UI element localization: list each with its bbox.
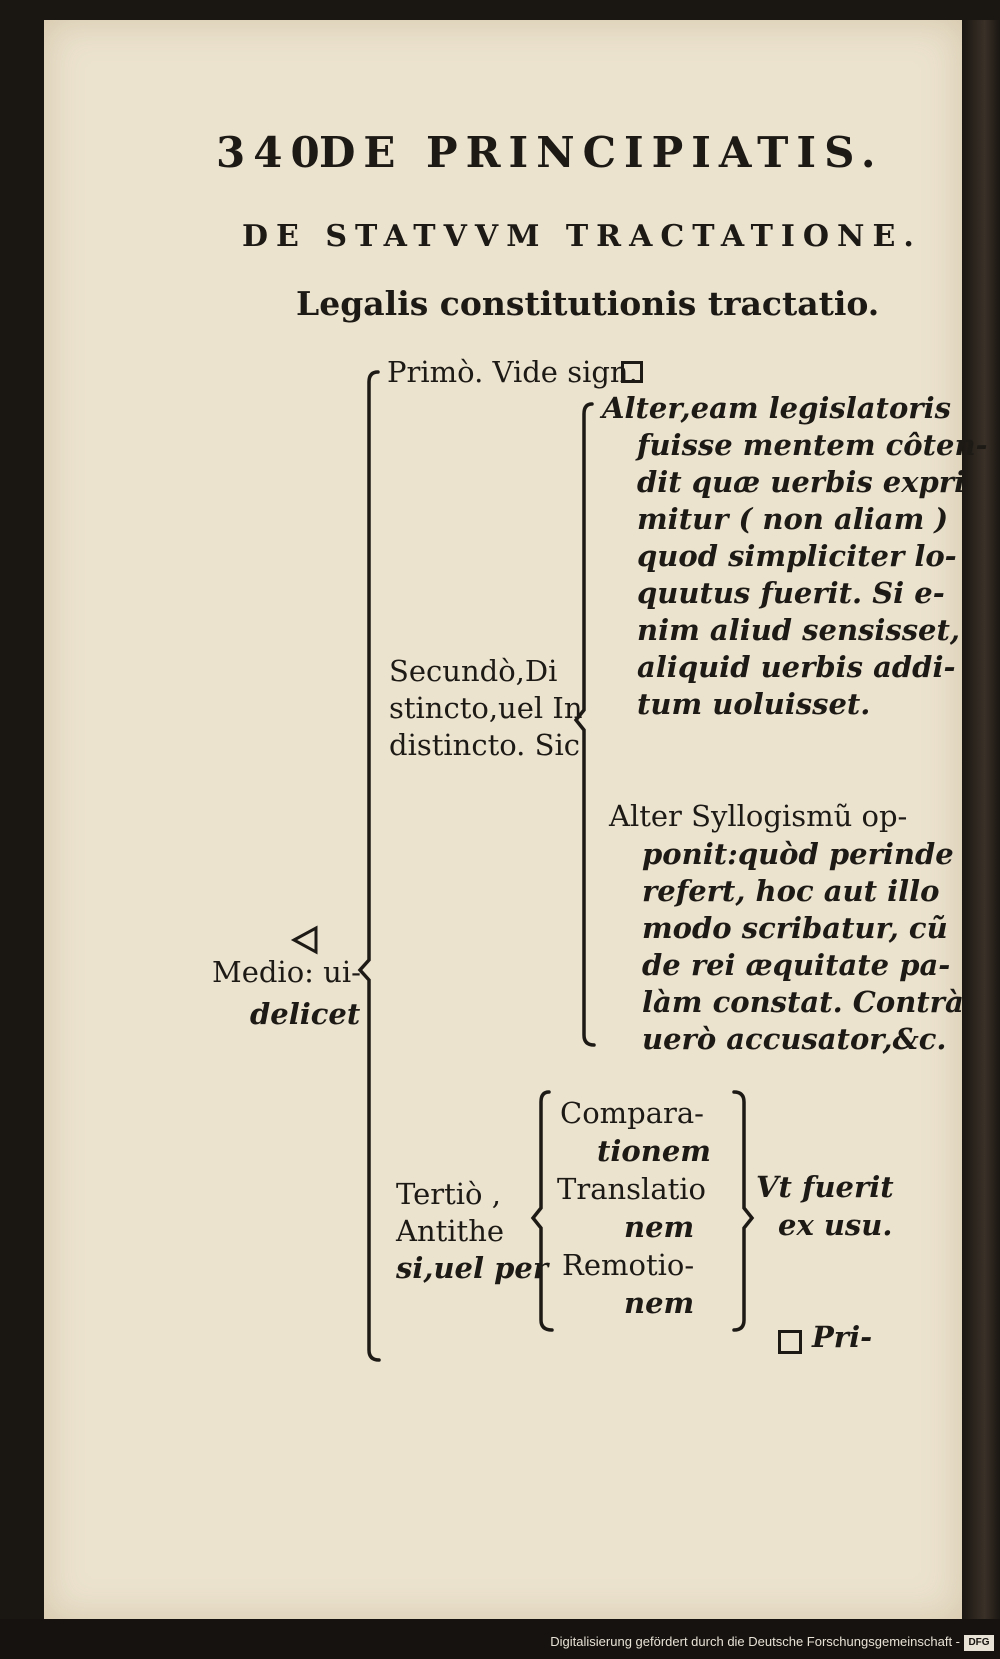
root-label-line1: Medio: ui- [212,955,361,989]
alter1-line-3: dit quæ uerbis expri [637,465,966,499]
running-title: DE PRINCIPIATIS. [319,128,884,177]
footer-bar [0,1619,1000,1659]
sign-square-icon [621,361,643,383]
alter1-line-4: mitur ( non aliam ) [637,502,949,536]
alter1-line-6: quutus fuerit. Si e- [637,576,945,610]
root-label-line2: delicet [250,997,361,1031]
alter2-line-4: modo scribatur, cũ [642,911,948,945]
footer-credit: Digitalisierung gefördert durch die Deutsche Forschungsgemeinschaft - [550,1634,960,1649]
catchword: Pri- [812,1320,873,1354]
alter2-line-1: Alter Syllogismũ op- [609,799,908,833]
alter1-line-5: quod simpliciter lo- [637,539,957,573]
alter1-line-8: aliquid uerbis addi- [637,650,956,684]
sign-square-icon-bottom [778,1330,802,1354]
third-option-line-5: Remotio- [562,1248,695,1282]
book-page [44,20,988,1620]
alter1-line-9: tum uoluisset. [637,687,871,721]
second-line-1: Secundò,Di [389,654,558,688]
alter2-line-6: làm constat. Contrà [642,985,964,1019]
page-number: 340 [216,128,328,177]
subtitle: Legalis constitutionis tractatio. [296,284,880,323]
second-line-2: stincto,uel In [389,691,583,725]
third-option-line-4: nem [624,1210,695,1244]
alter2-line-7: uerò accusator,&c. [642,1022,947,1056]
third-option-line-6: nem [624,1286,695,1320]
third-line-2: Antithe [396,1214,505,1248]
alter2-line-2: ponit:quòd perinde [642,837,954,871]
first-entry: Primò. Vide sign. [387,355,638,389]
alter2-line-3: refert, hoc aut illo [642,874,940,908]
alter1-line-1: Alter,eam legislatoris [602,391,951,425]
section-title: DE STATVVM TRACTATIONE. [242,219,922,254]
alter1-line-7: nim aliud sensisset, [637,613,960,647]
third-option-line-2: tionem [597,1134,711,1168]
third-option-line-3: Translatio [557,1172,707,1206]
third-line-1: Tertiò , [396,1177,501,1211]
dfg-logo: DFG [964,1635,994,1651]
usage-line-1: Vt fuerit [756,1170,894,1204]
usage-line-2: ex usu. [778,1208,893,1242]
third-option-line-1: Compara- [560,1096,704,1130]
third-line-3: si,uel per [396,1251,549,1285]
alter1-line-2: fuisse mentem côten- [637,428,988,462]
book-page-edge [962,20,1000,1620]
alter2-line-5: de rei æquitate pa- [642,948,951,982]
second-line-3: distincto. Sic [389,728,580,762]
